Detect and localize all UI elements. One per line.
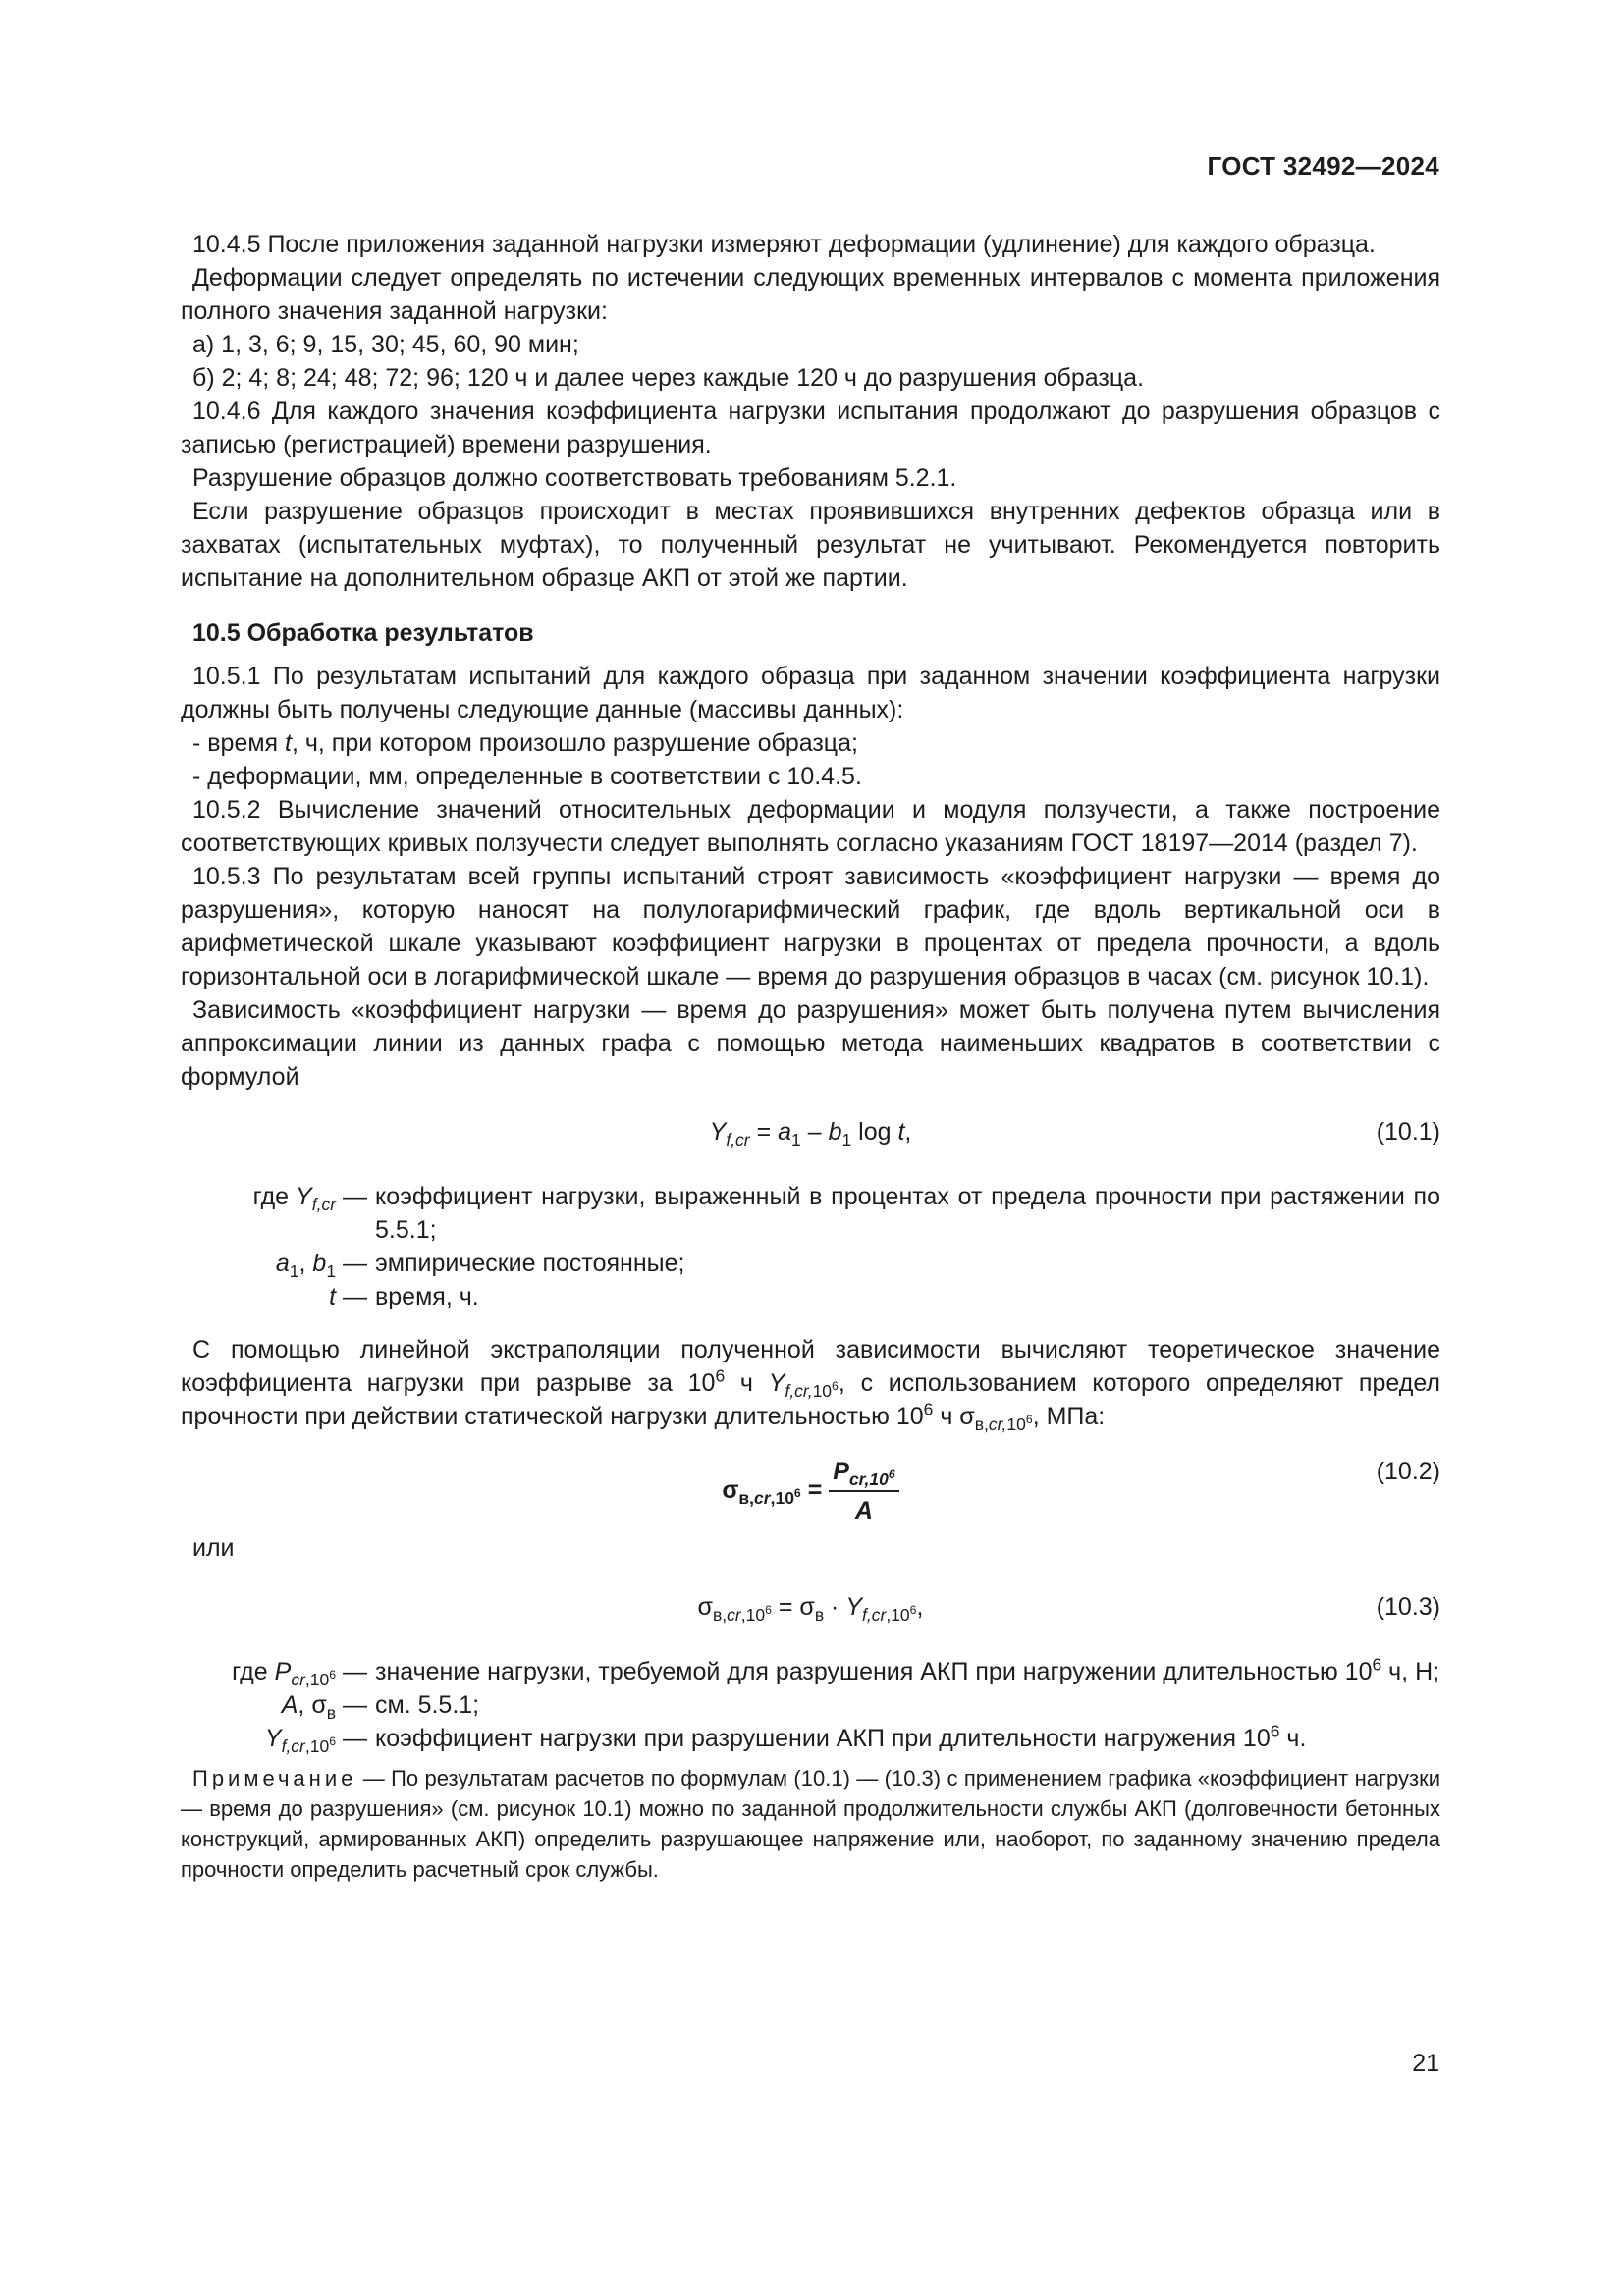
list-item — [181, 726, 1440, 760]
legend-definition: коэффициент нагрузки, выраженный в процентах от предела прочности при растяжении по 5.5.1; — [375, 1183, 1440, 1244]
legend-symbol: t — — [329, 1283, 367, 1310]
paragraph: 10.4.5 После приложения заданной нагрузки измеряют деформации (удлинение) для каждого образца. — [192, 231, 1376, 258]
list-item: б) 2; 4; 8; 24; 48; 72; 96; 120 ч и далее через каждые 120 ч до разрушения образца. — [192, 364, 1145, 392]
legend-definition: коэффициент нагрузки при разрушении АКП при длительности нагружения $10^6$ ч. — [375, 1721, 1307, 1752]
symbol-legend — [181, 1655, 1440, 1755]
formula-10-3 — [181, 1590, 1440, 1629]
paragraph: Разрушение образцов должно соответствовать требованиям 5.2.1. — [192, 464, 957, 492]
formula-10-2 — [181, 1451, 1440, 1524]
document-header: ГОСТ 32492—2024 — [1207, 151, 1439, 181]
page-number: 21 — [1412, 2050, 1439, 2077]
legend-symbol: где $P_{cr,10^6}$ — — [232, 1658, 367, 1689]
formula-number: (10.3) — [1376, 1593, 1440, 1621]
paragraph: С помощью линейной экстраполяции полученной зависимости вычисляют теоретическое значение коэффициента нагрузки при разрыве за $10^6$ ч $Y_{f,cr,10^6}$, с использованием которого определяют предел прочности при действии статической нагрузки длительностью $10^6$ ч $\sigma_{в,cr,10^6}$, МПа: — [181, 1336, 1440, 1434]
formula-number: (10.1) — [1376, 1118, 1440, 1146]
text-run: , ч, при котором произошло разрушение образца; — [291, 729, 858, 757]
legend-symbol: A, $\sigma_в$ — — [281, 1691, 367, 1723]
paragraph: или — [192, 1534, 235, 1562]
paragraph: 10.5.1 По результатам испытаний для каждого образца при заданном значении коэффициента нагрузки должны быть получены следующие данные (массивы данных): — [181, 663, 1440, 723]
formula-number: (10.2) — [1376, 1458, 1440, 1485]
symbol-legend — [181, 1180, 1440, 1313]
paragraph: 10.4.6 Для каждого значения коэффициента нагрузки испытания продолжают до разрушения образцов с записью (регистрацией) времени разрушения. — [181, 398, 1440, 458]
legend-definition: время, ч. — [375, 1283, 479, 1310]
legend-symbol: $a_1$, $b_1$ — — [275, 1250, 367, 1281]
note — [181, 1763, 1440, 1885]
paragraph: 10.5.2 Вычисление значений относительных деформации и модуля ползучести, а также построение соответствующих кривых ползучести следует выполнять согласно указаниям ГОСТ 18197—2014 (раздел 7). — [181, 796, 1440, 857]
list-item: - деформации, мм, определенные в соответствии с 10.4.5. — [192, 763, 862, 790]
legend-definition: значение нагрузки, требуемой для разрушения АКП при нагружении длительностью $10^6$ ч, Н; — [375, 1654, 1440, 1685]
document-body — [181, 228, 1440, 1885]
formula-expression: $\sigma_{в,cr,10^6} = \sigma_в \cdot Y_{f,cr,10^6}$, — [697, 1593, 924, 1625]
paragraph: 10.5.3 По результатам всей группы испытаний строят зависимость «коэффициент нагрузки — время до разрушения», которую наносят на полулогарифмический график, где вдоль вертикальной оси в арифметической шкале указывают коэффициент нагрузки в процентах от предела прочности, а вдоль горизонтальной оси в логарифмической шкале — время до разрушения образцов в часах (см. рисунок 10.1). — [181, 863, 1440, 990]
legend-definition: эмпирические постоянные; — [375, 1250, 685, 1277]
legend-definition: см. 5.5.1; — [375, 1691, 480, 1719]
note-text: — По результатам расчетов по формулам (10.1) — (10.3) с применением графика «коэффициент нагрузки — время до разрушения» (см. рисунок 10.1) можно по заданной продолжительности службы АКП (долговечности бетонных конструкций, армированных АКП) определить разрушающее напряжение или, наоборот, по заданному значению предела прочности определить расчетный срок службы. — [181, 1766, 1440, 1882]
legend-symbol: где $Y_{f,cr}$ — — [252, 1183, 367, 1214]
variable-t: t — [285, 729, 292, 757]
formula-expression: $\sigma_{в,cr,10^6}$ = $\frac{P_{cr,10^6}}{A}$ — [181, 1455, 1440, 1527]
paragraph: Зависимость «коэффициент нагрузки — время до разрушения» может быть получена путем вычисления аппроксимации линии из данных графа с помощью метода наименьших квадратов в соответствии с формулой — [181, 996, 1440, 1091]
text-run: - время — [192, 729, 286, 757]
legend-symbol: $Y_{f,cr,10^6}$ — — [264, 1725, 367, 1756]
formula-expression: $Y_{f,cr} = a_1 - b_1$ log t, — [709, 1118, 912, 1149]
paragraph: Если разрушение образцов происходит в местах проявившихся внутренних дефектов образца или в захватах (испытательных муфтах), то полученный результат не учитывают. Рекомендуется повторить испытание на дополнительном образце АКП от этой же партии. — [181, 498, 1440, 592]
paragraph: Деформации следует определять по истечении следующих временных интервалов с момента приложения полного значения заданной нагрузки: — [181, 264, 1440, 325]
list-item: а) 1, 3, 6; 9, 15, 30; 45, 60, 90 мин; — [192, 331, 579, 358]
note-label: Примечание — [192, 1766, 357, 1790]
formula-10-1 — [181, 1115, 1440, 1154]
section-title: 10.5 Обработка результатов — [192, 619, 534, 647]
